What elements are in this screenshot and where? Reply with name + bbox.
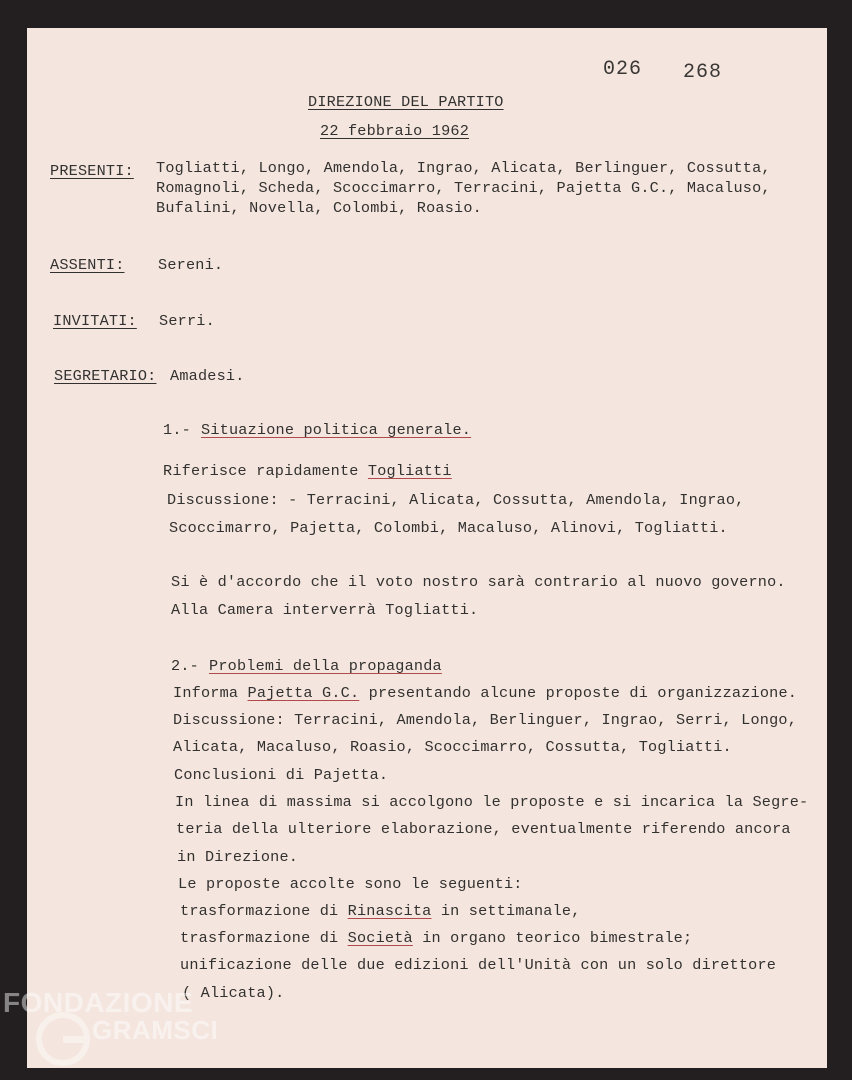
item2-line: Conclusioni di Pajetta.: [174, 766, 389, 784]
item2-line: teria della ulteriore elaborazione, eventualmente riferendo ancora: [176, 820, 791, 838]
presenti-line: Romagnoli, Scheda, Scoccimarro, Terracini, Pajetta G.C., Macaluso,: [156, 179, 771, 197]
assenti-value: Sereni.: [158, 256, 224, 274]
proposal-suffix: in organo teorico bimestrale;: [422, 929, 693, 947]
item2-line: Discussione: Terracini, Amendola, Berlinguer, Ingrao, Serri, Longo,: [173, 711, 798, 729]
proposal-suffix: in settimanale,: [440, 902, 581, 920]
document-date: 22 febbraio 1962: [320, 122, 470, 140]
proposal-name: Società: [347, 929, 413, 947]
proposal-line: [180, 902, 581, 920]
item2-title: Problemi della propaganda: [209, 657, 442, 675]
proposal-name: Rinascita: [347, 902, 432, 920]
assenti-label: ASSENTI:: [50, 256, 125, 274]
proposal-prefix: trasformazione di: [180, 902, 339, 920]
item2-inform-suffix: presentando alcune proposte di organizzazione.: [368, 684, 798, 702]
item2-final-line: unificazione delle due edizioni dell'Unità con un solo direttore: [180, 956, 777, 974]
item1-report: [163, 462, 452, 480]
item2-inform-name: Pajetta G.C.: [247, 684, 360, 702]
item2-line: In linea di massima si accolgono le proposte e si incarica la Segre-: [175, 793, 809, 811]
item2-line: in Direzione.: [177, 848, 299, 866]
watermark: [0, 975, 240, 1080]
presenti-line: Bufalini, Novella, Colombi, Roasio.: [156, 199, 482, 217]
item1-report-name: Togliatti: [367, 462, 452, 480]
segretario-label: SEGRETARIO:: [54, 367, 157, 385]
presenti-line: Togliatti, Longo, Amendola, Ingrao, Alicata, Berlinguer, Cossutta,: [156, 159, 771, 177]
item1-title: Situazione politica generale.: [201, 421, 472, 439]
archive-number-2: 268: [683, 61, 723, 84]
item2-inform-prefix: Informa: [173, 684, 239, 702]
watermark-line2: GRAMSCI: [92, 1015, 219, 1045]
presenti-label: PRESENTI:: [50, 162, 134, 180]
item2-final-line: ( Alicata).: [182, 984, 285, 1002]
item2-line: Le proposte accolte sono le seguenti:: [178, 875, 523, 893]
segretario-value: Amadesi.: [170, 367, 245, 385]
item1-discussion-line: Scoccimarro, Pajetta, Colombi, Macaluso, Alinovi, Togliatti.: [169, 519, 728, 537]
item2-inform: [173, 684, 797, 702]
item2-number: 2.-: [171, 657, 199, 675]
gramsci-g-logo-icon: [34, 1010, 92, 1068]
invitati-value: Serri.: [159, 312, 215, 330]
item1-report-prefix: Riferisce rapidamente: [163, 462, 359, 480]
watermark-line1: FONDAZIONE: [3, 987, 194, 1018]
document-title: DIREZIONE DEL PARTITO: [308, 93, 504, 111]
proposal-prefix: trasformazione di: [180, 929, 339, 947]
item1-decision-line: Alla Camera interverrà Togliatti.: [171, 601, 479, 619]
proposal-line: [180, 929, 692, 947]
invitati-label: INVITATI:: [53, 312, 137, 330]
item1-discussion-line: Discussione: - Terracini, Alicata, Cossutta, Amendola, Ingrao,: [167, 491, 745, 509]
item2-line: Alicata, Macaluso, Roasio, Scoccimarro, Cossutta, Togliatti.: [173, 738, 732, 756]
item1-decision-line: Si è d'accordo che il voto nostro sarà contrario al nuovo governo.: [171, 573, 786, 591]
archive-number-1: 026: [603, 58, 643, 81]
item1-number: 1.-: [163, 421, 191, 439]
